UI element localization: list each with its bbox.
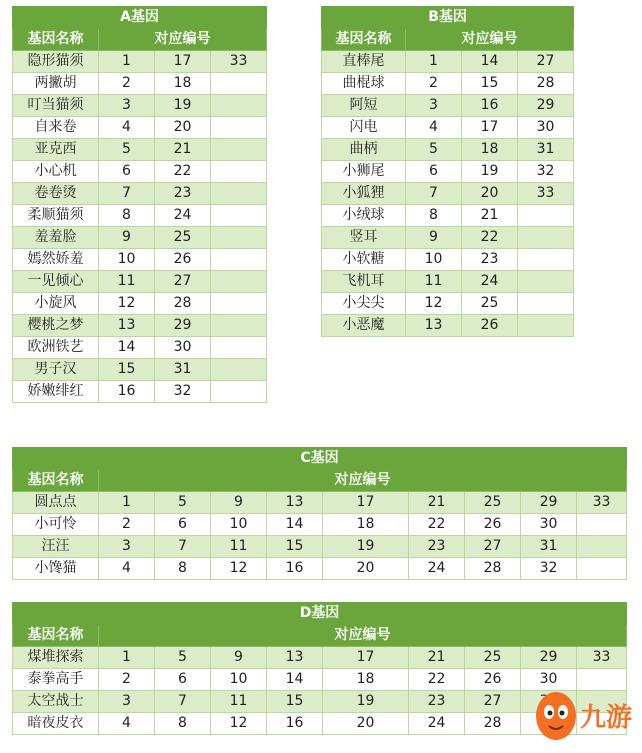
gene-number-cell [518, 249, 574, 271]
gene-number-cell [211, 205, 267, 227]
gene-number-cell: 9 [211, 492, 267, 514]
gene-number-cell: 22 [155, 161, 211, 183]
gene-name-cell: 男子汉 [13, 359, 99, 381]
gene-number-cell: 28 [465, 558, 521, 580]
gene-name-cell: 卷卷烫 [13, 183, 99, 205]
gene-number-cell: 24 [409, 558, 465, 580]
gene-name-cell: 小软糖 [322, 249, 406, 271]
gene-number-cell: 23 [155, 183, 211, 205]
gene-number-cell: 19 [462, 161, 518, 183]
gene-name-cell: 竖耳 [322, 227, 406, 249]
gene-number-cell: 9 [406, 227, 462, 249]
table-row [13, 51, 267, 73]
gene-number-cell: 15 [267, 536, 323, 558]
gene-number-cell [211, 315, 267, 337]
gene-number-cell: 4 [406, 117, 462, 139]
gene-number-cell: 21 [409, 647, 465, 669]
table-row [322, 161, 574, 183]
gene-number-cell [211, 271, 267, 293]
gene-name-cell: 闪电 [322, 117, 406, 139]
gene-number-cell: 15 [462, 73, 518, 95]
gene-number-cell: 7 [155, 536, 211, 558]
gene-name-cell: 曲柄 [322, 139, 406, 161]
gene-name-cell: 汪汪 [13, 536, 99, 558]
gene-number-cell: 33 [577, 492, 627, 514]
gene-number-cell: 4 [99, 117, 155, 139]
gene-number-cell: 33 [211, 51, 267, 73]
gene-number-cell: 17 [323, 647, 409, 669]
jiuyou-watermark-logo [530, 686, 638, 746]
gene-name-cell: 欧洲铁艺 [13, 337, 99, 359]
gene-number-cell: 22 [409, 514, 465, 536]
gene-number-cell: 10 [406, 249, 462, 271]
table-title: A基因 [13, 7, 267, 29]
gene-number-cell: 29 [521, 647, 577, 669]
table-row [13, 205, 267, 227]
table-row [13, 315, 267, 337]
gene-number-cell: 13 [406, 315, 462, 337]
gene-name-cell: 樱桃之梦 [13, 315, 99, 337]
gene-number-cell: 3 [99, 536, 155, 558]
gene-number-cell: 16 [462, 95, 518, 117]
table-title: B基因 [322, 7, 574, 29]
gene-number-cell: 25 [465, 492, 521, 514]
gene-number-cell: 9 [211, 647, 267, 669]
gene-number-cell: 20 [462, 183, 518, 205]
gene-number-cell: 14 [267, 669, 323, 691]
gene-name-cell: 嫣然娇羞 [13, 249, 99, 271]
gene-number-cell: 27 [518, 51, 574, 73]
column-header-name: 基因名称 [13, 470, 99, 492]
gene-number-cell: 29 [521, 492, 577, 514]
table-row [322, 95, 574, 117]
gene-number-cell: 23 [409, 536, 465, 558]
gene-number-cell [211, 249, 267, 271]
column-header-numbers: 对应编号 [99, 470, 627, 492]
gene-number-cell [211, 337, 267, 359]
gene-name-cell: 太空战士 [13, 691, 99, 713]
table-row [322, 249, 574, 271]
table-title: C基因 [13, 448, 627, 470]
gene-number-cell: 9 [99, 227, 155, 249]
gene-number-cell: 23 [462, 249, 518, 271]
gene-number-cell: 12 [406, 293, 462, 315]
gene-number-cell: 25 [465, 647, 521, 669]
gene-name-cell: 柔顺猫须 [13, 205, 99, 227]
gene-number-cell: 28 [518, 73, 574, 95]
gene-number-cell: 5 [155, 492, 211, 514]
gene-number-cell: 15 [99, 359, 155, 381]
table-row [322, 271, 574, 293]
gene-number-cell: 20 [323, 713, 409, 735]
gene-number-cell [211, 73, 267, 95]
table-row [13, 514, 627, 536]
gene-number-cell: 28 [155, 293, 211, 315]
gene-number-cell: 17 [323, 492, 409, 514]
gene-number-cell: 30 [521, 669, 577, 691]
gene-number-cell: 33 [577, 647, 627, 669]
gene-number-cell: 13 [267, 492, 323, 514]
gene-number-cell: 28 [465, 713, 521, 735]
gene-number-cell: 25 [462, 293, 518, 315]
gene-number-cell: 21 [155, 139, 211, 161]
gene-number-cell: 30 [518, 117, 574, 139]
gene-number-cell: 24 [462, 271, 518, 293]
gene-number-cell [211, 293, 267, 315]
gene-number-cell: 2 [99, 669, 155, 691]
gene-number-cell: 12 [211, 558, 267, 580]
gene-number-cell: 16 [267, 558, 323, 580]
gene-number-cell: 5 [155, 647, 211, 669]
gene-number-cell: 27 [465, 691, 521, 713]
table-row [13, 271, 267, 293]
gene-number-cell [577, 536, 627, 558]
gene-number-cell: 25 [155, 227, 211, 249]
gene-number-cell: 6 [155, 514, 211, 536]
gene-number-cell: 13 [267, 647, 323, 669]
column-header-numbers: 对应编号 [406, 29, 574, 51]
table-row [13, 227, 267, 249]
gene-number-cell: 6 [99, 161, 155, 183]
gene-number-cell: 8 [155, 558, 211, 580]
gene-number-cell: 24 [155, 205, 211, 227]
gene-number-cell [211, 183, 267, 205]
gene-name-cell: 娇嫩绯红 [13, 381, 99, 403]
gene-number-cell: 26 [155, 249, 211, 271]
gene-number-cell [518, 315, 574, 337]
gene-number-cell: 29 [155, 315, 211, 337]
gene-number-cell: 1 [99, 492, 155, 514]
gene-number-cell: 1 [406, 51, 462, 73]
gene-number-cell: 22 [409, 669, 465, 691]
gene-number-cell: 33 [518, 183, 574, 205]
gene-number-cell: 8 [406, 205, 462, 227]
mascot-icon [530, 686, 638, 746]
gene-number-cell: 10 [99, 249, 155, 271]
gene-name-cell: 两撇胡 [13, 73, 99, 95]
table-row [13, 95, 267, 117]
gene-number-cell: 5 [406, 139, 462, 161]
gene-number-cell [211, 227, 267, 249]
gene-name-cell: 一见倾心 [13, 271, 99, 293]
gene-number-cell: 11 [211, 536, 267, 558]
gene-name-cell: 煤堆探索 [13, 647, 99, 669]
gene-number-cell [518, 227, 574, 249]
gene-number-cell: 27 [155, 271, 211, 293]
table-row [322, 117, 574, 139]
gene-number-cell: 19 [155, 95, 211, 117]
gene-number-cell: 17 [462, 117, 518, 139]
gene-name-cell: 阿短 [322, 95, 406, 117]
gene-number-cell: 7 [155, 691, 211, 713]
gene-number-cell [577, 514, 627, 536]
gene-name-cell: 飞机耳 [322, 271, 406, 293]
gene-number-cell: 23 [409, 691, 465, 713]
gene-name-cell: 羞羞脸 [13, 227, 99, 249]
gene-number-cell: 26 [465, 669, 521, 691]
gene-number-cell: 14 [267, 514, 323, 536]
gene-number-cell: 6 [155, 669, 211, 691]
gene-name-cell: 暗夜皮衣 [13, 713, 99, 735]
gene-name-cell: 亚克西 [13, 139, 99, 161]
table-row [13, 161, 267, 183]
gene-number-cell: 18 [323, 514, 409, 536]
gene-table-b [321, 6, 574, 337]
table-row [13, 492, 627, 514]
gene-number-cell: 11 [99, 271, 155, 293]
gene-number-cell: 10 [211, 514, 267, 536]
gene-number-cell: 14 [462, 51, 518, 73]
table-row [13, 139, 267, 161]
gene-name-cell: 直棒尾 [322, 51, 406, 73]
gene-number-cell: 30 [521, 514, 577, 536]
gene-number-cell: 11 [211, 691, 267, 713]
table-row [322, 227, 574, 249]
table-row [13, 558, 627, 580]
table-row [13, 647, 627, 669]
gene-name-cell: 小绒球 [322, 205, 406, 227]
gene-table-a [12, 6, 267, 403]
gene-number-cell: 8 [155, 713, 211, 735]
gene-number-cell: 31 [521, 536, 577, 558]
gene-name-cell: 圆点点 [13, 492, 99, 514]
gene-name-cell: 叮当猫须 [13, 95, 99, 117]
gene-number-cell: 4 [99, 558, 155, 580]
column-header-name: 基因名称 [13, 29, 99, 51]
gene-number-cell: 13 [99, 315, 155, 337]
gene-number-cell: 15 [267, 691, 323, 713]
gene-number-cell: 11 [406, 271, 462, 293]
gene-name-cell: 小馋猫 [13, 558, 99, 580]
gene-number-cell: 21 [462, 205, 518, 227]
gene-number-cell [577, 558, 627, 580]
gene-number-cell: 27 [465, 536, 521, 558]
gene-number-cell: 32 [155, 381, 211, 403]
gene-number-cell: 18 [462, 139, 518, 161]
gene-number-cell: 10 [211, 669, 267, 691]
table-row [322, 205, 574, 227]
gene-number-cell: 16 [267, 713, 323, 735]
gene-number-cell [518, 271, 574, 293]
gene-name-cell: 小尖尖 [322, 293, 406, 315]
column-header-name: 基因名称 [13, 625, 99, 647]
table-row [13, 73, 267, 95]
gene-name-cell: 小狮尾 [322, 161, 406, 183]
gene-number-cell [211, 359, 267, 381]
gene-number-cell [211, 381, 267, 403]
gene-name-cell: 小狐狸 [322, 183, 406, 205]
gene-number-cell: 18 [323, 669, 409, 691]
table-row [322, 51, 574, 73]
gene-number-cell: 4 [99, 713, 155, 735]
table-row [13, 381, 267, 403]
gene-number-cell [211, 161, 267, 183]
table-row [13, 337, 267, 359]
gene-name-cell: 小恶魔 [322, 315, 406, 337]
gene-number-cell: 7 [406, 183, 462, 205]
gene-number-cell: 31 [518, 139, 574, 161]
gene-name-cell: 自来卷 [13, 117, 99, 139]
gene-number-cell: 30 [155, 337, 211, 359]
mascot-head [536, 692, 576, 740]
gene-name-cell: 泰拳高手 [13, 669, 99, 691]
table-row [322, 73, 574, 95]
gene-number-cell: 18 [155, 73, 211, 95]
gene-name-cell: 小旋风 [13, 293, 99, 315]
gene-number-cell: 3 [406, 95, 462, 117]
gene-number-cell: 19 [323, 691, 409, 713]
gene-number-cell [518, 293, 574, 315]
gene-number-cell: 19 [323, 536, 409, 558]
gene-number-cell: 21 [409, 492, 465, 514]
column-header-numbers: 对应编号 [99, 625, 627, 647]
table-row [13, 249, 267, 271]
gene-name-cell: 小心机 [13, 161, 99, 183]
gene-number-cell: 26 [465, 514, 521, 536]
gene-number-cell [211, 95, 267, 117]
gene-number-cell: 2 [406, 73, 462, 95]
table-row [13, 183, 267, 205]
gene-number-cell: 31 [155, 359, 211, 381]
gene-number-cell: 24 [409, 713, 465, 735]
table-row [322, 183, 574, 205]
watermark-text: 九游 [580, 703, 633, 733]
gene-number-cell [518, 205, 574, 227]
gene-number-cell [211, 117, 267, 139]
gene-number-cell: 2 [99, 514, 155, 536]
gene-number-cell: 29 [518, 95, 574, 117]
gene-name-cell: 小可怜 [13, 514, 99, 536]
gene-number-cell: 32 [518, 161, 574, 183]
gene-number-cell: 1 [99, 647, 155, 669]
gene-number-cell: 20 [323, 558, 409, 580]
gene-number-cell: 8 [99, 205, 155, 227]
gene-name-cell: 曲棍球 [322, 73, 406, 95]
gene-number-cell: 3 [99, 95, 155, 117]
gene-number-cell: 7 [99, 183, 155, 205]
table-row [322, 139, 574, 161]
gene-table-c [12, 447, 627, 580]
gene-name-cell: 隐形猫须 [13, 51, 99, 73]
column-header-numbers: 对应编号 [99, 29, 267, 51]
table-row [13, 536, 627, 558]
gene-number-cell: 3 [99, 691, 155, 713]
table-row [13, 117, 267, 139]
gene-number-cell [211, 139, 267, 161]
column-header-name: 基因名称 [322, 29, 406, 51]
gene-number-cell: 14 [99, 337, 155, 359]
gene-number-cell: 16 [99, 381, 155, 403]
gene-number-cell: 17 [155, 51, 211, 73]
table-row [322, 293, 574, 315]
gene-number-cell: 32 [521, 558, 577, 580]
gene-number-cell: 20 [155, 117, 211, 139]
gene-number-cell: 22 [462, 227, 518, 249]
table-row [13, 293, 267, 315]
gene-number-cell: 6 [406, 161, 462, 183]
gene-number-cell: 12 [99, 293, 155, 315]
table-title: D基因 [13, 603, 627, 625]
gene-number-cell: 12 [211, 713, 267, 735]
gene-number-cell: 26 [462, 315, 518, 337]
table-row [322, 315, 574, 337]
gene-number-cell: 5 [99, 139, 155, 161]
gene-number-cell: 2 [99, 73, 155, 95]
table-row [13, 359, 267, 381]
gene-number-cell: 1 [99, 51, 155, 73]
